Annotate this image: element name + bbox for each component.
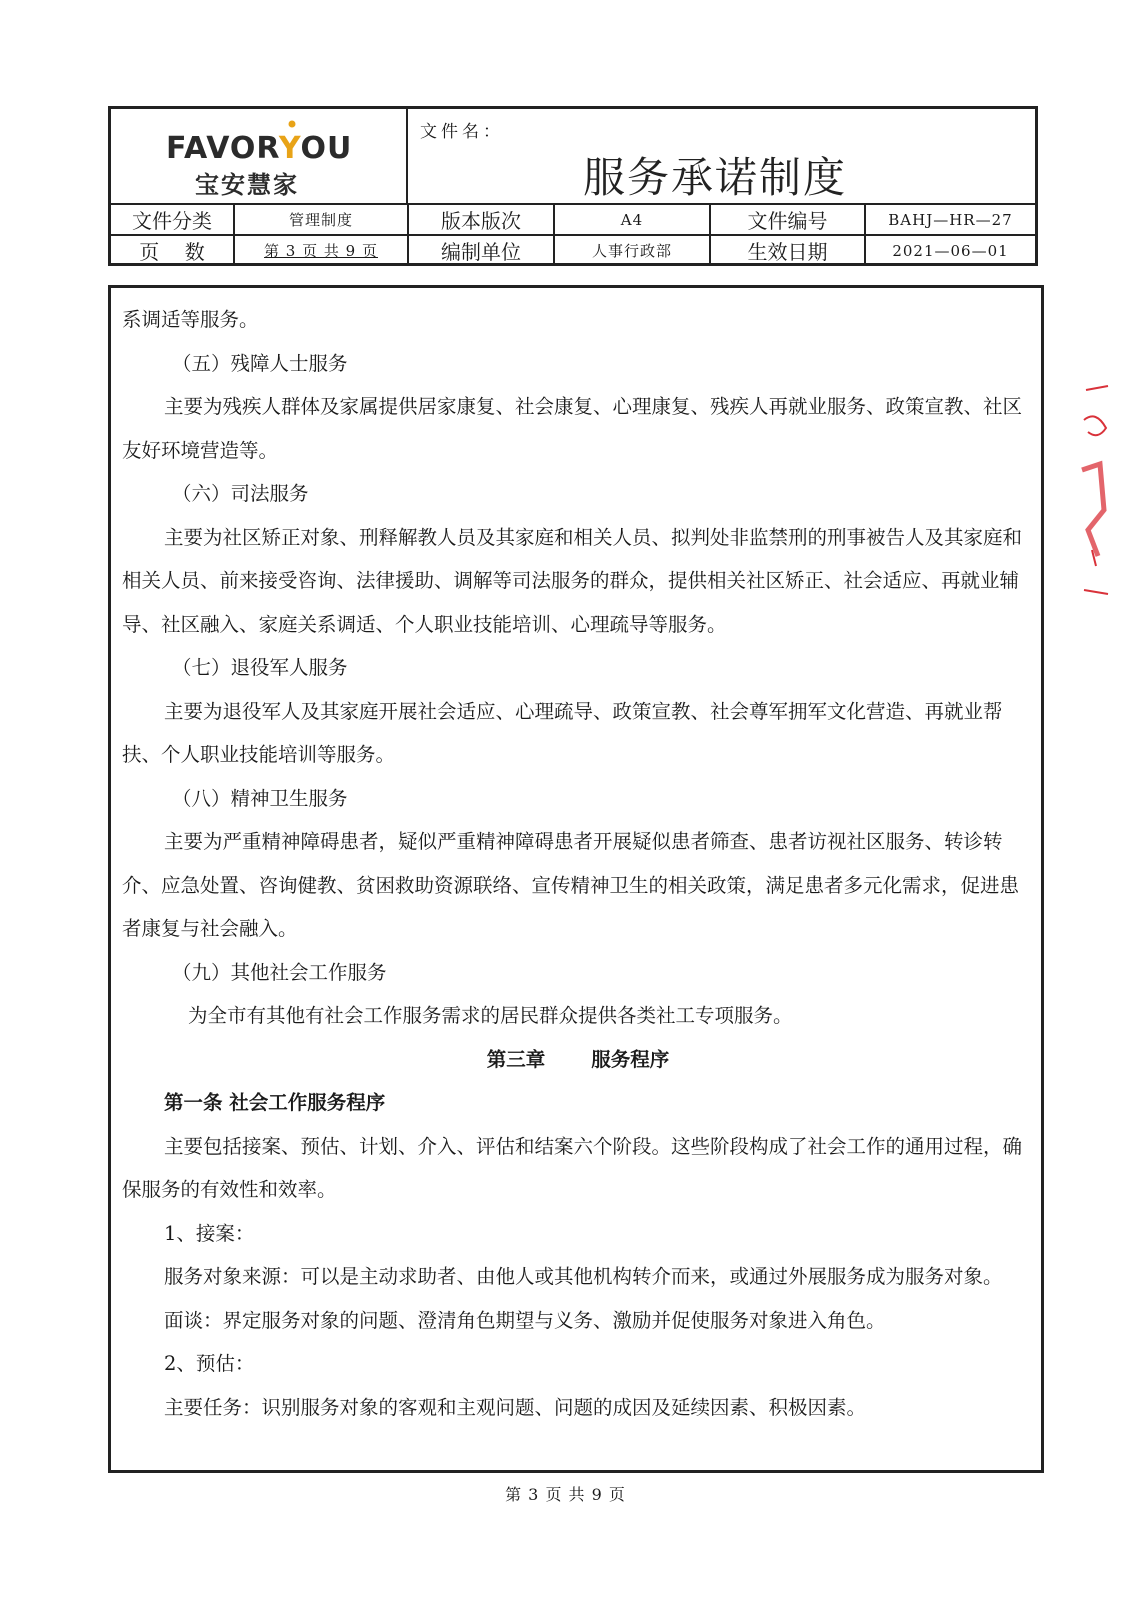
- paragraph: 主要为退役军人及其家庭开展社会适应、心理疏导、政策宣教、社会尊军拥军文化营造、再就业帮扶、个人职业技能培训等服务。: [122, 699, 1003, 766]
- chapter-number: 第三章: [486, 1047, 546, 1071]
- section-heading: （八）精神卫生服务: [172, 786, 348, 810]
- chapter-title: 服务程序: [591, 1047, 670, 1071]
- document-header: [108, 106, 1038, 266]
- chapter-heading: [122, 1038, 1034, 1082]
- paragraph: 主要为残疾人群体及家属提供居家康复、社会康复、心理康复、残疾人再就业服务、政策宣教、社区友好环境营造等。: [122, 395, 1023, 462]
- paragraph: 服务对象来源：可以是主动求助者、由他人或其他机构转介而来，或通过外展服务成为服务对象。: [164, 1265, 1003, 1288]
- version-value: A4: [554, 204, 710, 235]
- stamp-fragment: [1078, 380, 1118, 610]
- code-label: 文件编号: [710, 204, 865, 235]
- paragraph: 系调适等服务。: [122, 308, 259, 331]
- document-body: [122, 298, 1034, 1429]
- section-heading: （九）其他社会工作服务: [172, 960, 387, 984]
- title-cell: [408, 109, 1035, 203]
- logo-text-cn: 宝安慧家: [195, 171, 299, 199]
- date-value: 2021—06—01: [865, 235, 1035, 265]
- logo: [111, 109, 408, 203]
- version-label: 版本版次: [408, 204, 554, 235]
- section-heading: （七）退役军人服务: [172, 656, 348, 679]
- step-heading: 2、预估：: [164, 1352, 255, 1375]
- paragraph: 主要任务：识别服务对象的客观和主观问题、问题的成因及延续因素、积极因素。: [164, 1395, 867, 1419]
- paragraph: 面谈：界定服务对象的问题、澄清角色期望与义务、激励并促使服务对象进入角色。: [164, 1308, 886, 1332]
- meta-table: [111, 203, 1035, 265]
- document-title: 服务承诺制度: [583, 153, 848, 202]
- paragraph: 主要为社区矫正对象、刑释解教人员及其家庭和相关人员、拟判处非监禁刑的刑事被告人及其家庭和相关人员、前来接受咨询、法律援助、调解等司法服务的群众，提供相关社区矫正、社会适应、再就业辅导、社区融入、家庭关系调适、个人职业技能培训、心理疏导等服务。: [122, 525, 1023, 636]
- step-heading: 1、接案：: [164, 1221, 255, 1245]
- paragraph: 主要为严重精神障碍患者，疑似严重精神障碍患者开展疑似患者筛查、患者访视社区服务、转诊转介、应急处置、咨询健教、贫困救助资源联络、宣传精神卫生的相关政策，满足患者多元化需求，促进患者康复与社会融入。: [122, 830, 1020, 940]
- unit-value: 人事行政部: [554, 235, 710, 265]
- article-heading: 第一条 社会工作服务程序: [164, 1091, 386, 1114]
- file-name-label: 文件名：: [420, 122, 504, 142]
- unit-label: 编制单位: [408, 235, 554, 265]
- page-footer: 第 3 页 共 9 页: [505, 1485, 626, 1504]
- pages-label: 页 数: [111, 235, 234, 265]
- meta-row: [111, 204, 1035, 235]
- pages-value: 第 3 页 共 9 页: [234, 235, 408, 265]
- code-value: BAHJ—HR—27: [865, 204, 1035, 235]
- paragraph: 主要包括接案、预估、计划、介入、评估和结案六个阶段。这些阶段构成了社会工作的通用过程，确保服务的有效性和效率。: [122, 1134, 1023, 1201]
- date-label: 生效日期: [710, 235, 865, 265]
- logo-text-en: FAVORYOU: [166, 131, 353, 166]
- category-label: 文件分类: [111, 204, 234, 235]
- paragraph: 为全市有其他有社会工作服务需求的居民群众提供各类社工专项服务。: [188, 1004, 793, 1027]
- category-value: 管理制度: [234, 204, 408, 235]
- body-frame: [108, 285, 1044, 1473]
- section-heading: （五）残障人士服务: [172, 351, 348, 375]
- meta-row: [111, 235, 1035, 265]
- section-heading: （六）司法服务: [172, 482, 309, 505]
